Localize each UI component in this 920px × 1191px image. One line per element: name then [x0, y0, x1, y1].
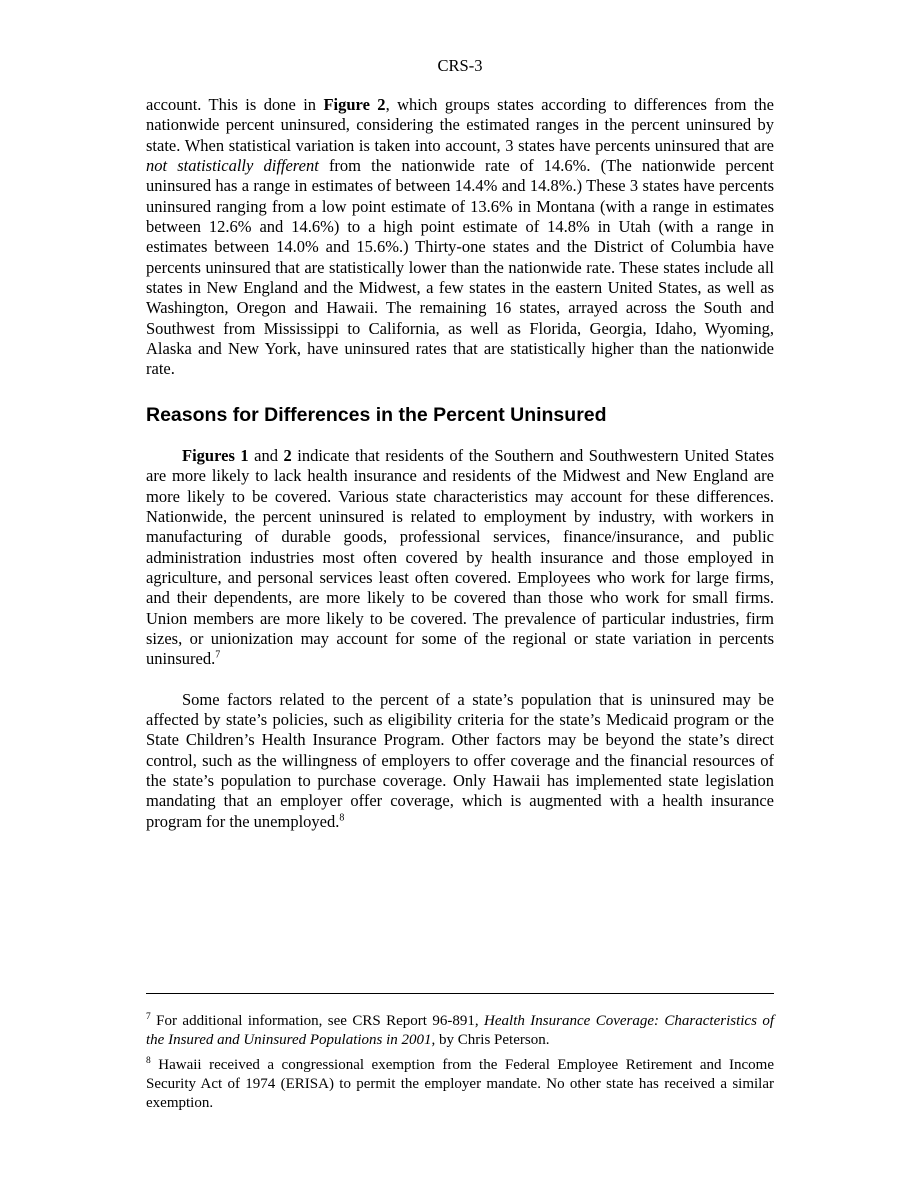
paragraph-state-policies — [146, 690, 774, 832]
text-run: indicate that residents of the Southern and Southwestern United States are more likely to lack health insurance and residents of the Midwest and New England are more likely to be covered. Various state characteristics may account for these differences. Nationwide, the percent uninsured is related to employment by industry, with workers in manufacturing of durable goods, professional services, finance/insurance, and public administration industries most often covered by health insurance and those employed in agriculture, and personal services least often covered. Employees who work for large firms, and their dependents, are more likely to be covered than those who work for small firms. Union members are more likely to be covered. The prevalence of particular industries, firm sizes, or unionization may account for some of the regional or state variation in percents uninsured. — [146, 445, 774, 669]
text-run: , which groups states according to differences from the nationwide percent uninsured, considering the estimated ranges in the percent uninsured by state. When statistical variation is taken into account, 3 states have percents uninsured that are — [146, 95, 774, 155]
emphasis-not-statistically-different: not statistically different — [146, 156, 319, 176]
section-heading: Reasons for Differences in the Percent Uninsured — [146, 403, 607, 426]
text-run: account. This is done in — [146, 95, 324, 114]
text-run: For additional information, see CRS Report 96-891, — [150, 1013, 485, 1029]
figures-1-reference: Figures 1 — [182, 445, 249, 465]
footnote-7 — [146, 1012, 774, 1050]
main-content — [146, 95, 774, 832]
footnote-divider — [146, 993, 774, 994]
figure-2-reference: 2 — [283, 445, 292, 465]
footnote-8 — [146, 1056, 774, 1113]
text-run: and — [248, 445, 284, 465]
report-title: Health Insurance Coverage: Characteristics of the Insured and Uninsured Populations in 2001 — [146, 1013, 774, 1048]
footnote-number: 7 — [146, 1012, 151, 1022]
text-run: Some factors related to the percent of a state’s population that is uninsured may be affected by state’s policies, such as eligibility criteria for the state’s Medicaid program or the State Children’s Health Insurance Program. Other factors may be beyond the state’s direct control, such as the willingness of employers to offer coverage and the financial resources of the state’s population to purchase coverage. Only Hawaii has implemented state legislation mandating that an employer offer coverage, which is augmented with a health insurance program for the unemployed. — [146, 689, 774, 831]
paragraph-figure-2-summary — [146, 95, 774, 380]
footnote-ref-8: 8 — [339, 812, 345, 824]
text-run: from the nationwide rate of 14.6%. (The nationwide percent uninsured has a range in estimates of between 14.4% and 14.8%.) These 3 states have percents uninsured ranging from a low point estimate of 13.6% in Montana (with a range in estimates between 12.6% and 14.6%) to a high point estimate of 14.8% in Utah (with a range in estimates between 14.0% and 15.6%.) Thirty-one states and the District of Columbia have percents uninsured that are statistically lower than the nationwide rate. These states include all states in New England and the Midwest, a few states in the eastern United States, as well as Washington, Oregon and Hawaii. The remaining 16 states, arrayed across the South and Southwest from Mississippi to California, as well as Florida, Georgia, Idaho, Wyoming, Alaska and New York, have uninsured rates that are statistically higher than the nationwide rate. — [146, 156, 774, 379]
page-number-header: CRS-3 — [437, 56, 483, 75]
footnotes — [146, 1012, 774, 1113]
figure-2-reference: Figure 2 — [323, 95, 386, 114]
footnote-ref-7: 7 — [215, 649, 221, 661]
text-run: Hawaii received a congressional exemption from the Federal Employee Retirement and Income Security Act of 1974 (ERISA) to permit the employer mandate. No other state has received a similar exemption. — [146, 1057, 774, 1111]
footnote-number: 8 — [146, 1056, 151, 1066]
text-run: , by Chris Peterson. — [431, 1032, 550, 1048]
paragraph-regional-differences — [146, 446, 774, 670]
